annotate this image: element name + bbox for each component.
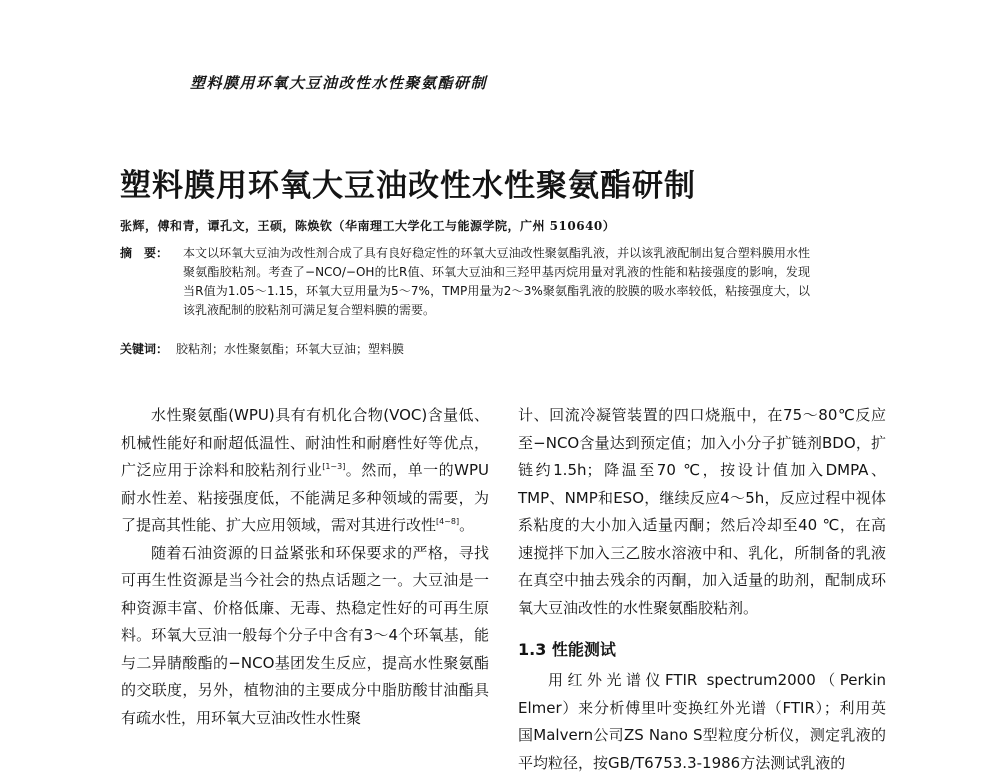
keywords-text: 胶粘剂；水性聚氨酯；环氧大豆油；塑料膜 xyxy=(176,342,405,356)
abstract-label: 摘 要： xyxy=(120,246,169,260)
left-p1-text-b: 。然而，单一的WPU耐水性差、粘接强度低，不能满足多种领域的需要，为了提高其性能、扩大应用领域，需对其进行改性 xyxy=(121,461,489,534)
author-line: 张辉，傅和青，谭孔文，王硕，陈焕钦（华南理工大学化工与能源学院，广州 510640） xyxy=(120,219,616,233)
body-left-column xyxy=(121,402,489,732)
citation-ref-1: [1~3] xyxy=(322,462,346,471)
keywords-block xyxy=(120,340,404,357)
left-paragraph-1 xyxy=(121,402,489,540)
left-p1-text-a: 水性聚氨酯(WPU)具有有机化合物(VOC)含量低、机械性能好和耐超低温性、耐油性和耐磨性好等优点，广泛应用于涂料和胶粘剂行业 xyxy=(121,406,489,479)
paper-title: 塑料膜用环氧大豆油改性水性聚氨酯研制 xyxy=(120,168,696,204)
right-paragraph-2: 用红外光谱仪FTIR spectrum2000（Perkin Elmer）来分析傅里叶变换红外光谱（FTIR）；利用英国Malvern公司ZS Nano S型粒度分析仪，测定乳液的平均粒径，按GB/T6753.3-1986方法测试乳液的 xyxy=(518,671,886,772)
running-header: 塑料膜用环氧大豆油改性水性聚氨酯研制 xyxy=(190,74,488,92)
abstract-text: 本文以环氧大豆油为改性剂合成了具有良好稳定性的环氧大豆油改性聚氨酯乳液，并以该乳液配制出复合塑料膜用水性聚氨酯胶粘剂。考查了−NCO/−OH的比R值、环氧大豆油和三羟甲基丙烷用量对乳液的性能和粘接强度的影响，发现当R值为1.05～1.15，环氧大豆用量为5～7%，TMP用量为2～3%聚氨酯乳液的胶膜的吸水率较低，粘接强度大，以该乳液配制的胶粘剂可满足复合塑料膜的需要。 xyxy=(183,246,810,317)
right-paragraph-1: 计、回流冷凝管装置的四口烧瓶中，在75～80℃反应至−NCO含量达到预定值；加入小分子扩链剂BDO，扩链约1.5h；降温至70 ℃，按设计值加入DMPA、TMP、NMP和ESO，继续反应4～5h，反应过程中视体系粘度的大小加入适量丙酮；然后冷却至40 ℃，在高速搅拌下加入三乙胺水溶液中和、乳化，所制备的乳液在真空中抽去残余的丙酮，加入适量的助剂，配制成环氧大豆油改性的水性聚氨酯胶粘剂。 xyxy=(518,406,886,617)
abstract-block xyxy=(120,244,810,320)
keywords-label: 关键词： xyxy=(120,342,169,356)
section-heading-1-3: 1.3 性能测试 xyxy=(518,640,616,659)
left-paragraph-2: 随着石油资源的日益紧张和环保要求的严格，寻找可再生性资源是当今社会的热点话题之一。大豆油是一种资源丰富、价格低廉、无毒、热稳定性好的可再生原料。环氧大豆油一般每个分子中含有3～4个环氧基，能与二异腈酸酯的−NCO基团发生反应，提高水性聚氨酯的交联度，另外，植物油的主要成分中脂肪酸甘油酯具有疏水性，用环氧大豆油改性水性聚 xyxy=(121,543,489,727)
citation-ref-2: [4~8] xyxy=(436,517,460,526)
body-right-column xyxy=(518,402,886,777)
left-p1-text-c: 。 xyxy=(459,516,475,534)
